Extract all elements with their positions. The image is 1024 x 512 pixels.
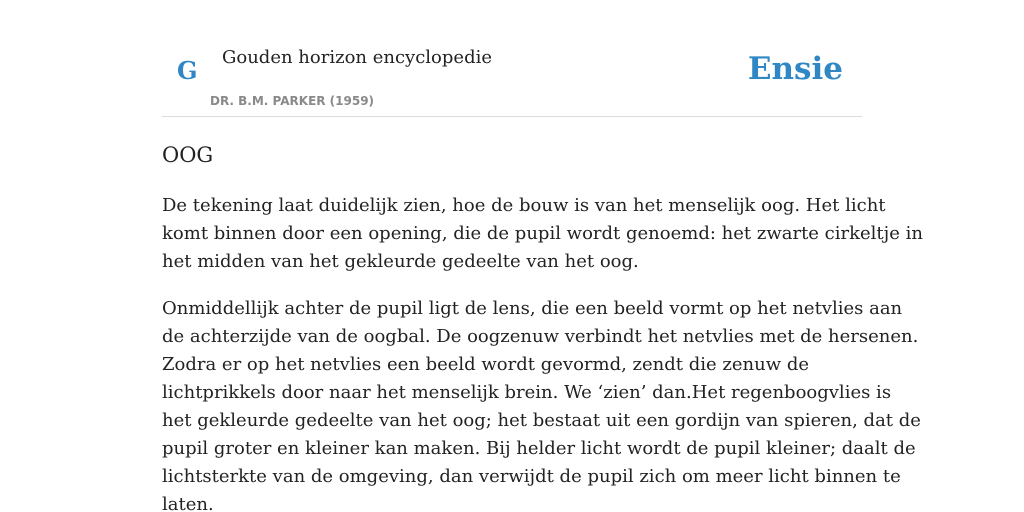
paragraph-line: komt binnen door een opening, die de pupil wordt genoemd: het zwarte cirkeltje in [162, 223, 923, 244]
paragraph-line: lichtprikkels door naar het menselijk brein. We ‘zien’ dan.Het regenboogvlies is [162, 382, 892, 403]
paragraph-line: het midden van het gekleurde gedeelte van het oog. [162, 251, 639, 272]
book-title-link[interactable]: Gouden horizon encyclopedie [222, 47, 492, 68]
paragraph-line: laten. [162, 494, 214, 512]
book-author: DR. B.M. PARKER (1959) [210, 94, 375, 108]
page-header [162, 0, 862, 117]
paragraph-line: pupil groter en kleiner kan maken. Bij helder licht wordt de pupil kleiner; daalt de [162, 438, 916, 459]
paragraph-line: het gekleurde gedeelte van het oog; het bestaat uit een gordijn van spieren, dat de [162, 410, 921, 431]
article-title: OOG [162, 143, 214, 167]
paragraph-line: De tekening laat duidelijk zien, hoe de bouw is van het menselijk oog. Het licht [162, 195, 886, 216]
paragraph-line: lichtsterkte van de omgeving, dan verwijdt de pupil zich om meer licht binnen te [162, 466, 901, 487]
paragraph-line: Zodra er op het netvlies een beeld wordt gevormd, zendt die zenuw de [162, 354, 810, 375]
book-logo-icon[interactable]: G [177, 56, 198, 85]
paragraph-line: de achterzijde van de oogbal. De oogzenuw verbindt het netvlies met de hersenen. [162, 326, 919, 347]
paragraph-line: Onmiddellijk achter de pupil ligt de lens, die een beeld vormt op het netvlies aan [162, 298, 903, 319]
article-paragraph-1 [162, 192, 923, 276]
brand-logo-link[interactable]: Ensie [747, 51, 843, 87]
article-paragraph-2 [162, 295, 921, 512]
